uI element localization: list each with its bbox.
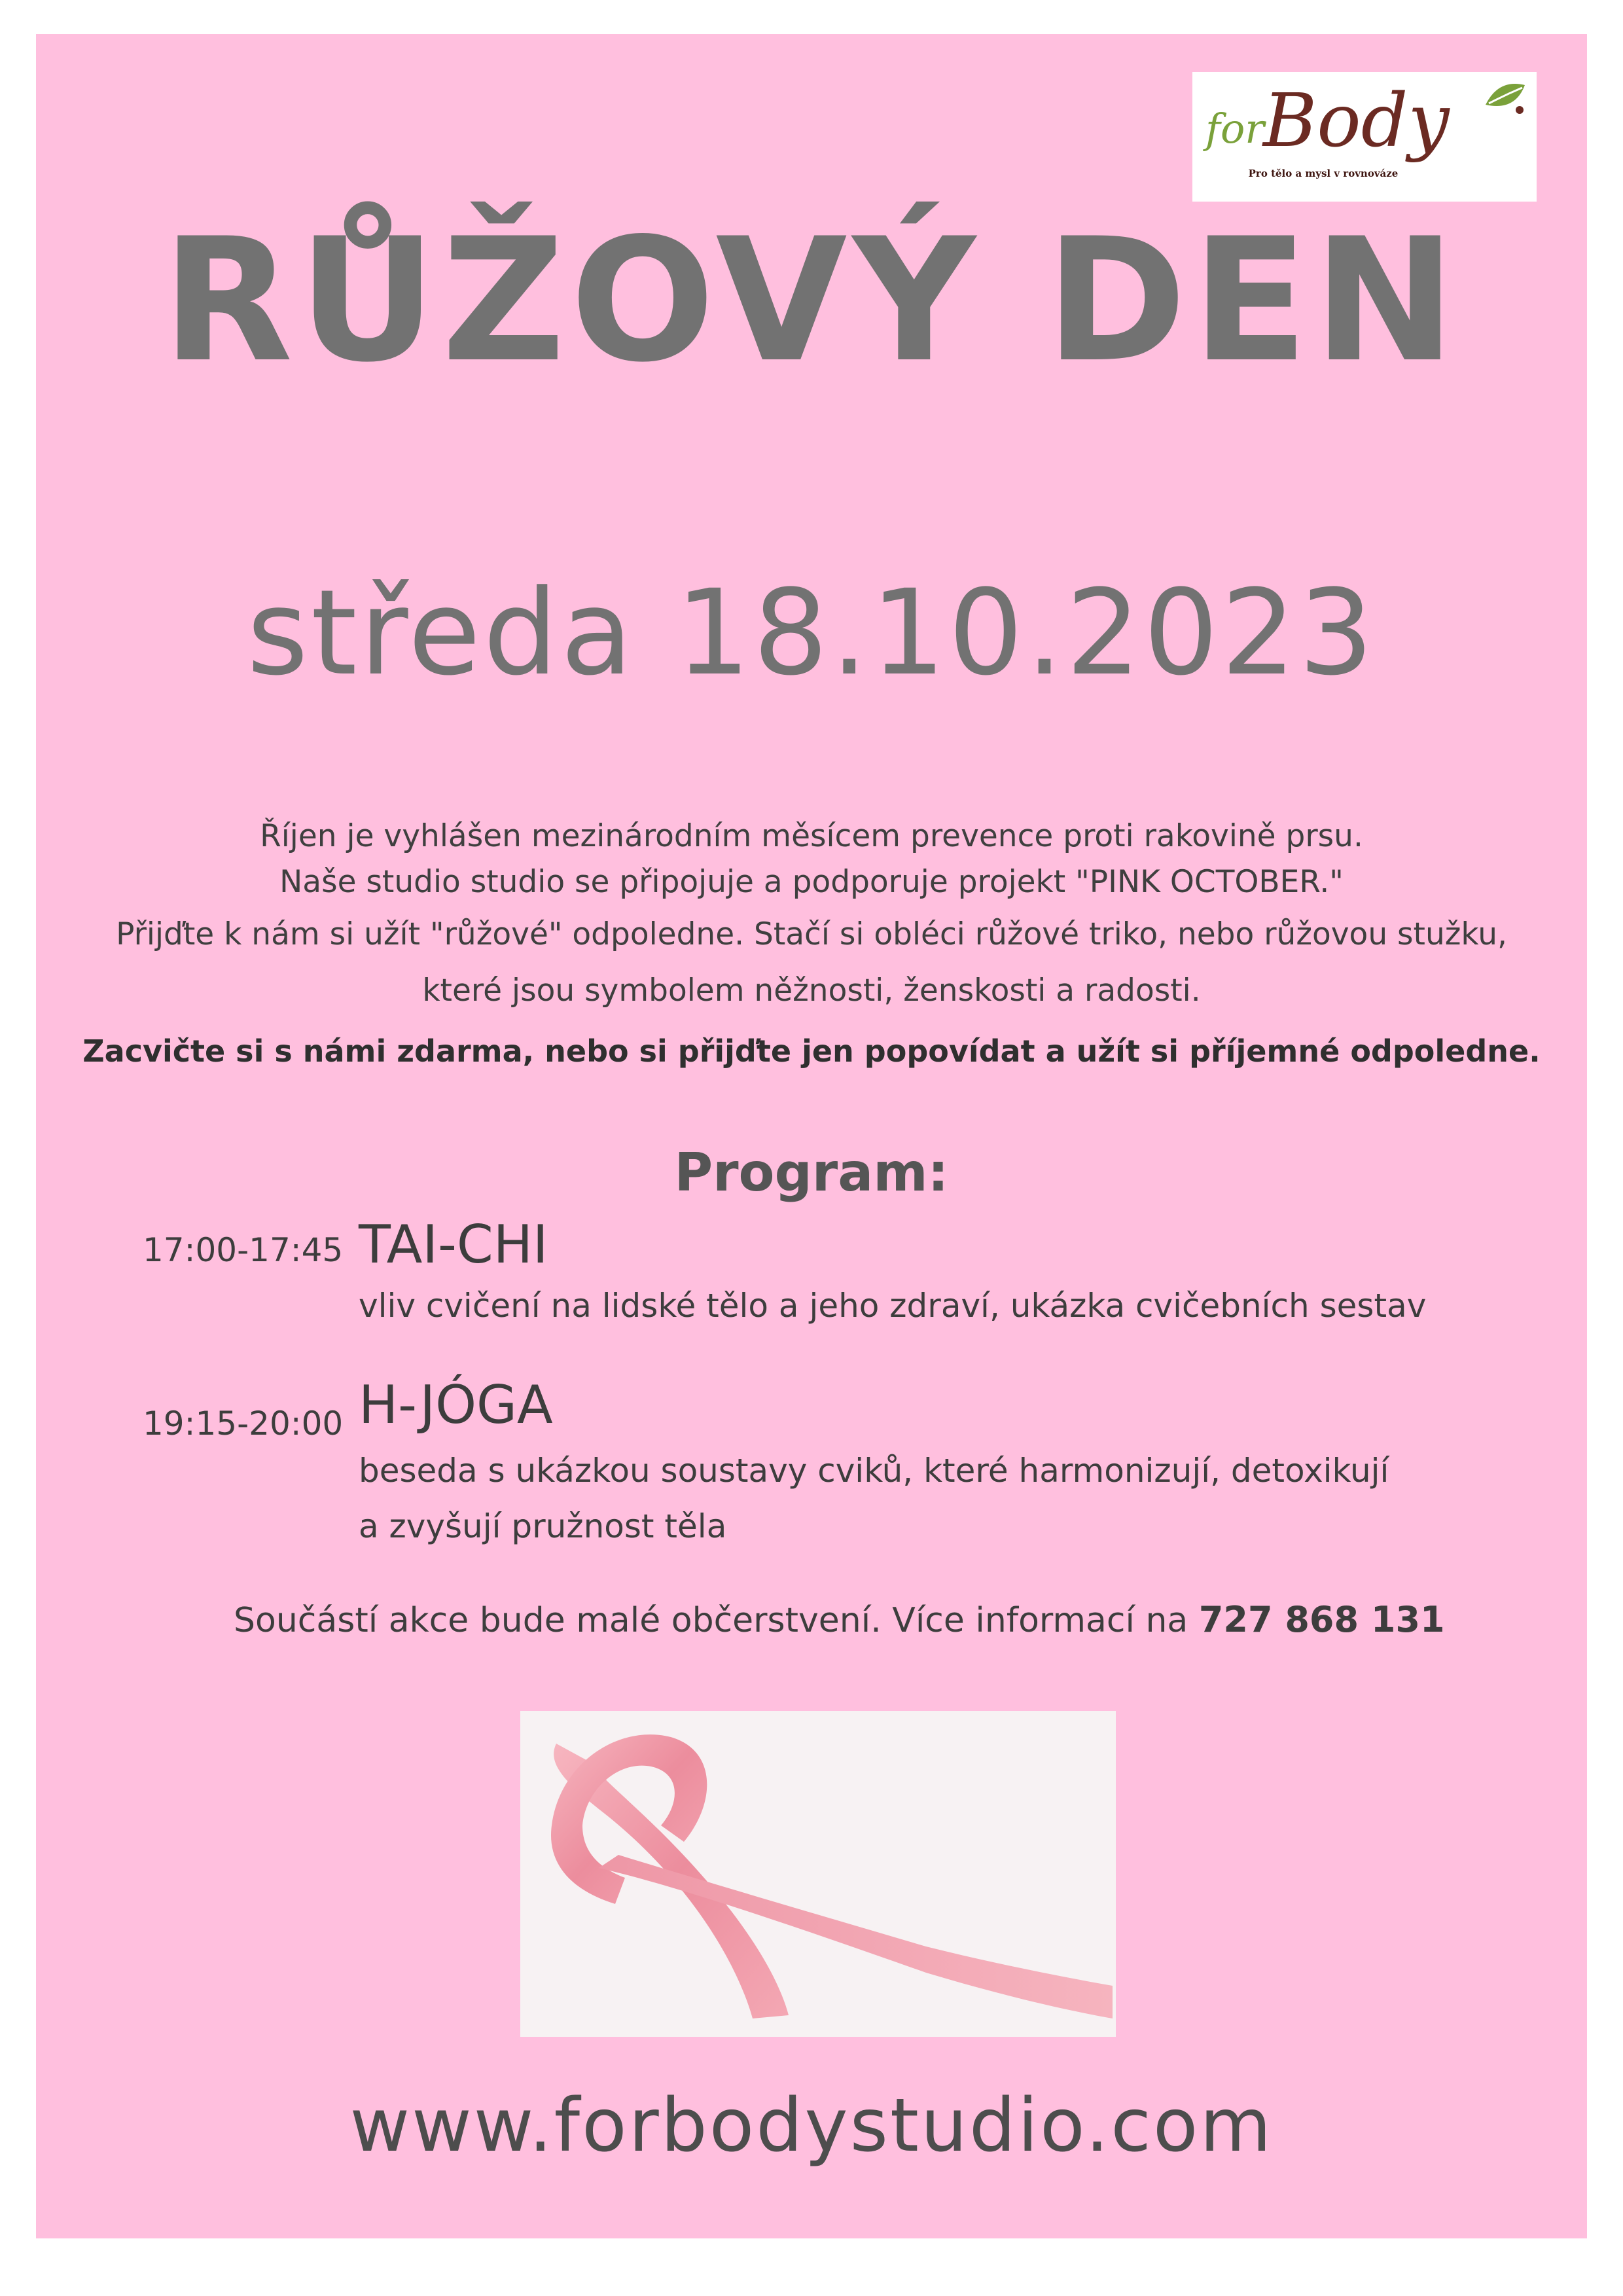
- intro-line-3: Přijďte k nám si užít "růžové" odpoledne. Stačí si obléci růžové triko, nebo růžovou stužku,: [116, 916, 1507, 952]
- program-time-2: 19:15-20:00: [143, 1405, 344, 1443]
- logo-prefix: for: [1205, 105, 1264, 152]
- pink-ribbon-icon: [520, 1711, 1116, 2037]
- program-time-1: 17:00-17:45: [143, 1231, 344, 1269]
- contact-text: Součástí akce bude malé občerstvení. Více informací na: [234, 1601, 1188, 1640]
- intro-line-1: Říjen je vyhlášen mezinárodním měsícem prevence proti rakovině prsu.: [260, 818, 1363, 854]
- logo-brand: Body: [1263, 79, 1450, 164]
- highlight-text: Zacvičte si s námi zdarma, nebo si přijďte jen popovídat a užít si příjemné odpoledne.: [82, 1033, 1541, 1069]
- leaf-icon: [1479, 79, 1531, 124]
- intro-line-4: které jsou symbolem něžnosti, ženskosti a radosti.: [422, 973, 1201, 1009]
- page-title: RŮŽOVÝ DEN: [162, 202, 1461, 400]
- ribbon-photo: [520, 1711, 1116, 2037]
- program-description-2b: a zvyšují pružnost těla: [359, 1507, 727, 1545]
- intro-line-2: Naše studio studio se připojuje a podporuje projekt "PINK OCTOBER.": [279, 864, 1344, 900]
- event-date: středa 18.10.2023: [247, 565, 1376, 702]
- phone-number: 727 868 131: [1198, 1599, 1445, 1640]
- website-link[interactable]: www.forbodystudio.com: [349, 2083, 1274, 2168]
- program-description-1: vliv cvičení na lidské tělo a jeho zdraví, ukázka cvičebních sestav: [359, 1287, 1427, 1325]
- program-description-2a: beseda s ukázkou soustavy cviků, které harmonizují, detoxikují: [359, 1452, 1389, 1490]
- forbody-logo: [1192, 72, 1537, 202]
- logo-tagline: Pro tělo a mysl v rovnováze: [1248, 168, 1399, 179]
- contact-line: [234, 1599, 1445, 1640]
- program-activity-1: TAI-CHI: [359, 1214, 548, 1275]
- program-activity-2: H-JÓGA: [359, 1374, 553, 1435]
- program-heading: Program:: [674, 1142, 949, 1203]
